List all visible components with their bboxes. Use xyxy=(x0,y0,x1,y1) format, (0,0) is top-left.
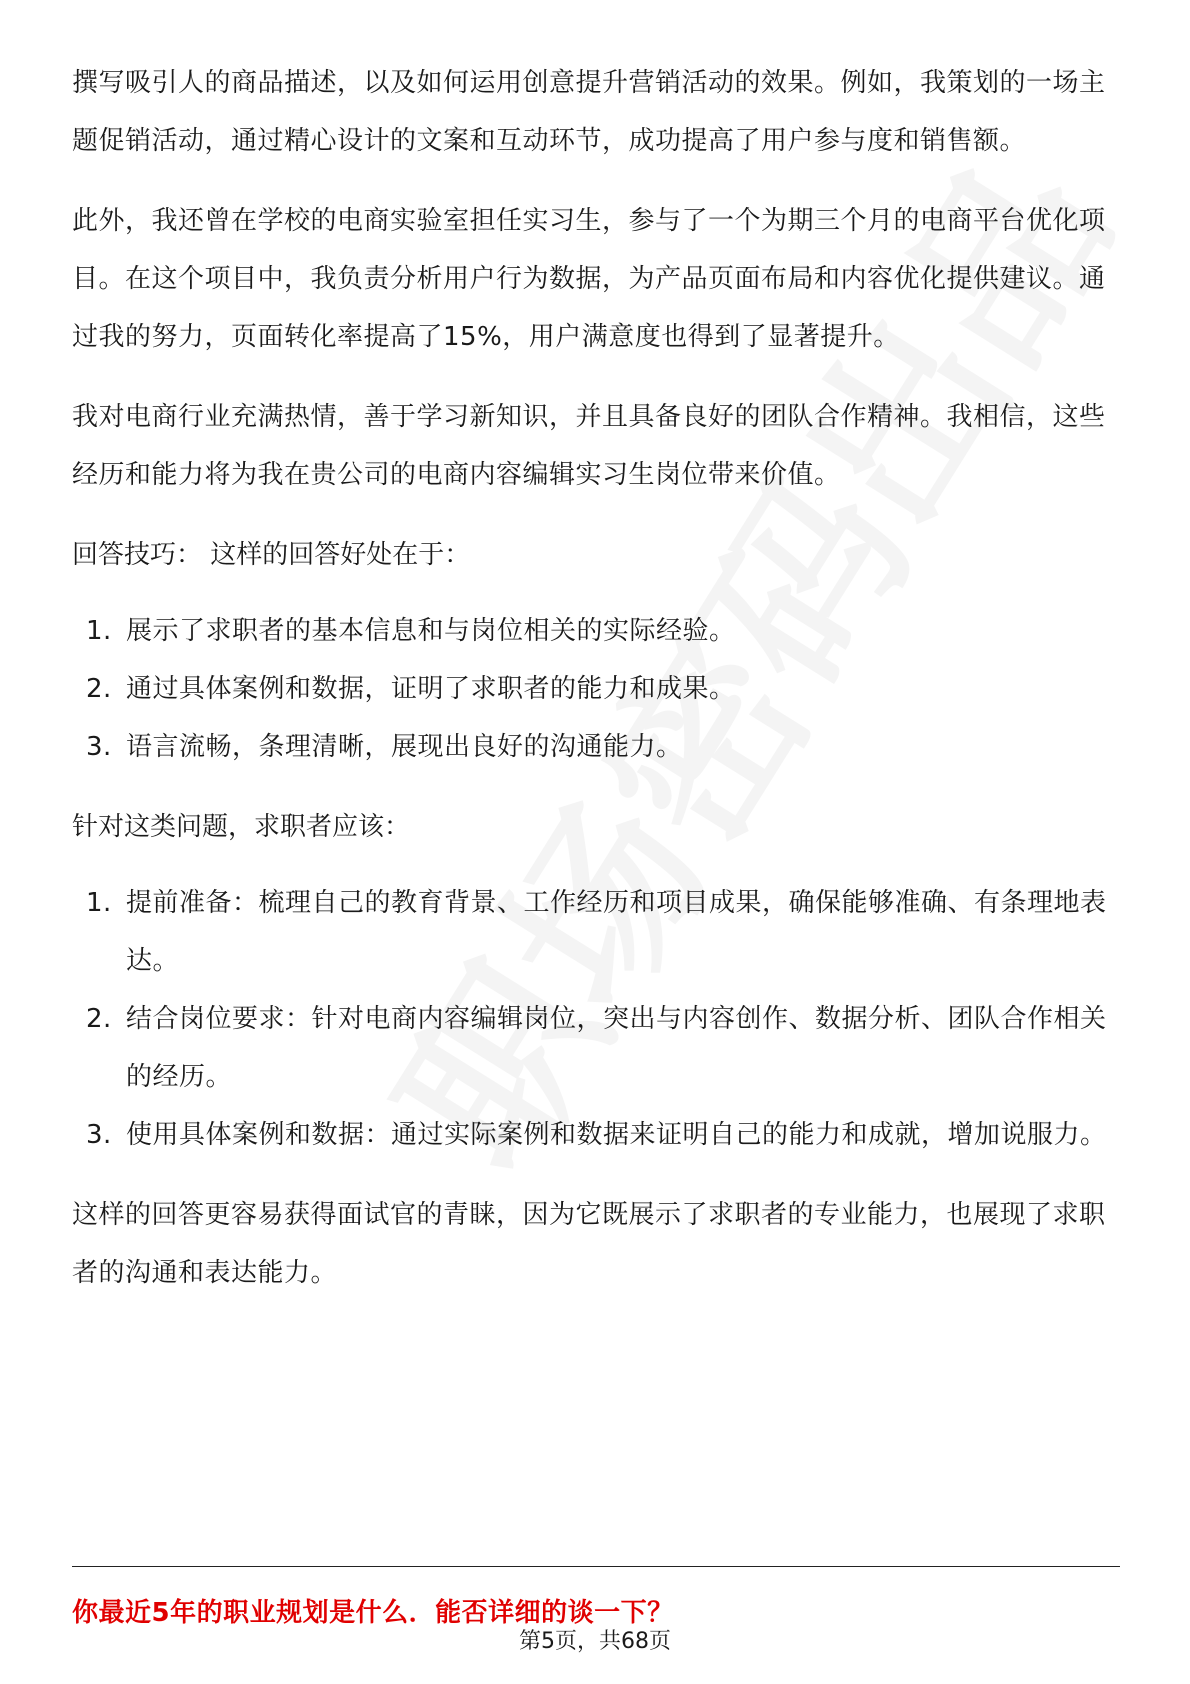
advice-label: 针对这类问题，求职者应该： xyxy=(72,812,411,842)
paragraph-closing: 这样的回答更容易获得面试官的青睐，因为它既展示了求职者的专业能力，也展现了求职者的沟通和表达能力。 xyxy=(72,1200,1106,1288)
document-body xyxy=(72,54,1120,1324)
paragraph-internship: 此外，我还曾在学校的电商实验室担任实习生，参与了一个为期三个月的电商平台优化项目。在这个项目中，我负责分析用户行为数据，为产品页面布局和内容优化提供建议。通过我的努力，页面转化率提高了15%，用户满意度也得到了显著提升。 xyxy=(72,206,1106,352)
list-item xyxy=(72,718,1120,776)
advice-list xyxy=(72,874,1120,1164)
list-text: 通过具体案例和数据，证明了求职者的能力和成果。 xyxy=(126,674,736,704)
list-number: 3. xyxy=(86,1120,112,1150)
list-text: 提前准备：梳理自己的教育背景、工作经历和项目成果，确保能够准确、有条理地表达。 xyxy=(126,888,1107,976)
list-item xyxy=(72,990,1120,1106)
paragraph-marketing: 撰写吸引人的商品描述，以及如何运用创意提升营销活动的效果。例如，我策划的一场主题促销活动，通过精心设计的文案和互动环节，成功提高了用户参与度和销售额。 xyxy=(72,68,1106,156)
list-number: 3. xyxy=(86,732,112,762)
tips-label: 回答技巧： 这样的回答好处在于： xyxy=(72,540,471,570)
list-text: 结合岗位要求：针对电商内容编辑岗位，突出与内容创作、数据分析、团队合作相关的经历。 xyxy=(126,1004,1107,1092)
list-text: 使用具体案例和数据：通过实际案例和数据来证明自己的能力和成就，增加说服力。 xyxy=(126,1120,1107,1150)
list-number: 2. xyxy=(86,674,112,704)
page-number: 第5页，共68页 xyxy=(519,1629,671,1654)
list-number: 1. xyxy=(86,616,112,646)
list-item xyxy=(72,1106,1120,1164)
list-item xyxy=(72,660,1120,718)
list-text: 展示了求职者的基本信息和与岗位相关的实际经验。 xyxy=(126,616,736,646)
list-item xyxy=(72,874,1120,990)
paragraph-passion: 我对电商行业充满热情，善于学习新知识，并且具备良好的团队合作精神。我相信，这些经历和能力将为我在贵公司的电商内容编辑实习生岗位带来价值。 xyxy=(72,402,1106,490)
next-question-heading: 你最近5年的职业规划是什么．能否详细的谈一下？ xyxy=(72,1598,674,1628)
section-divider xyxy=(72,1566,1120,1567)
list-number: 2. xyxy=(86,1004,112,1034)
list-text: 语言流畅，条理清晰，展现出良好的沟通能力。 xyxy=(126,732,683,762)
tips-list xyxy=(72,602,1120,776)
list-item xyxy=(72,602,1120,660)
list-number: 1. xyxy=(86,888,112,918)
